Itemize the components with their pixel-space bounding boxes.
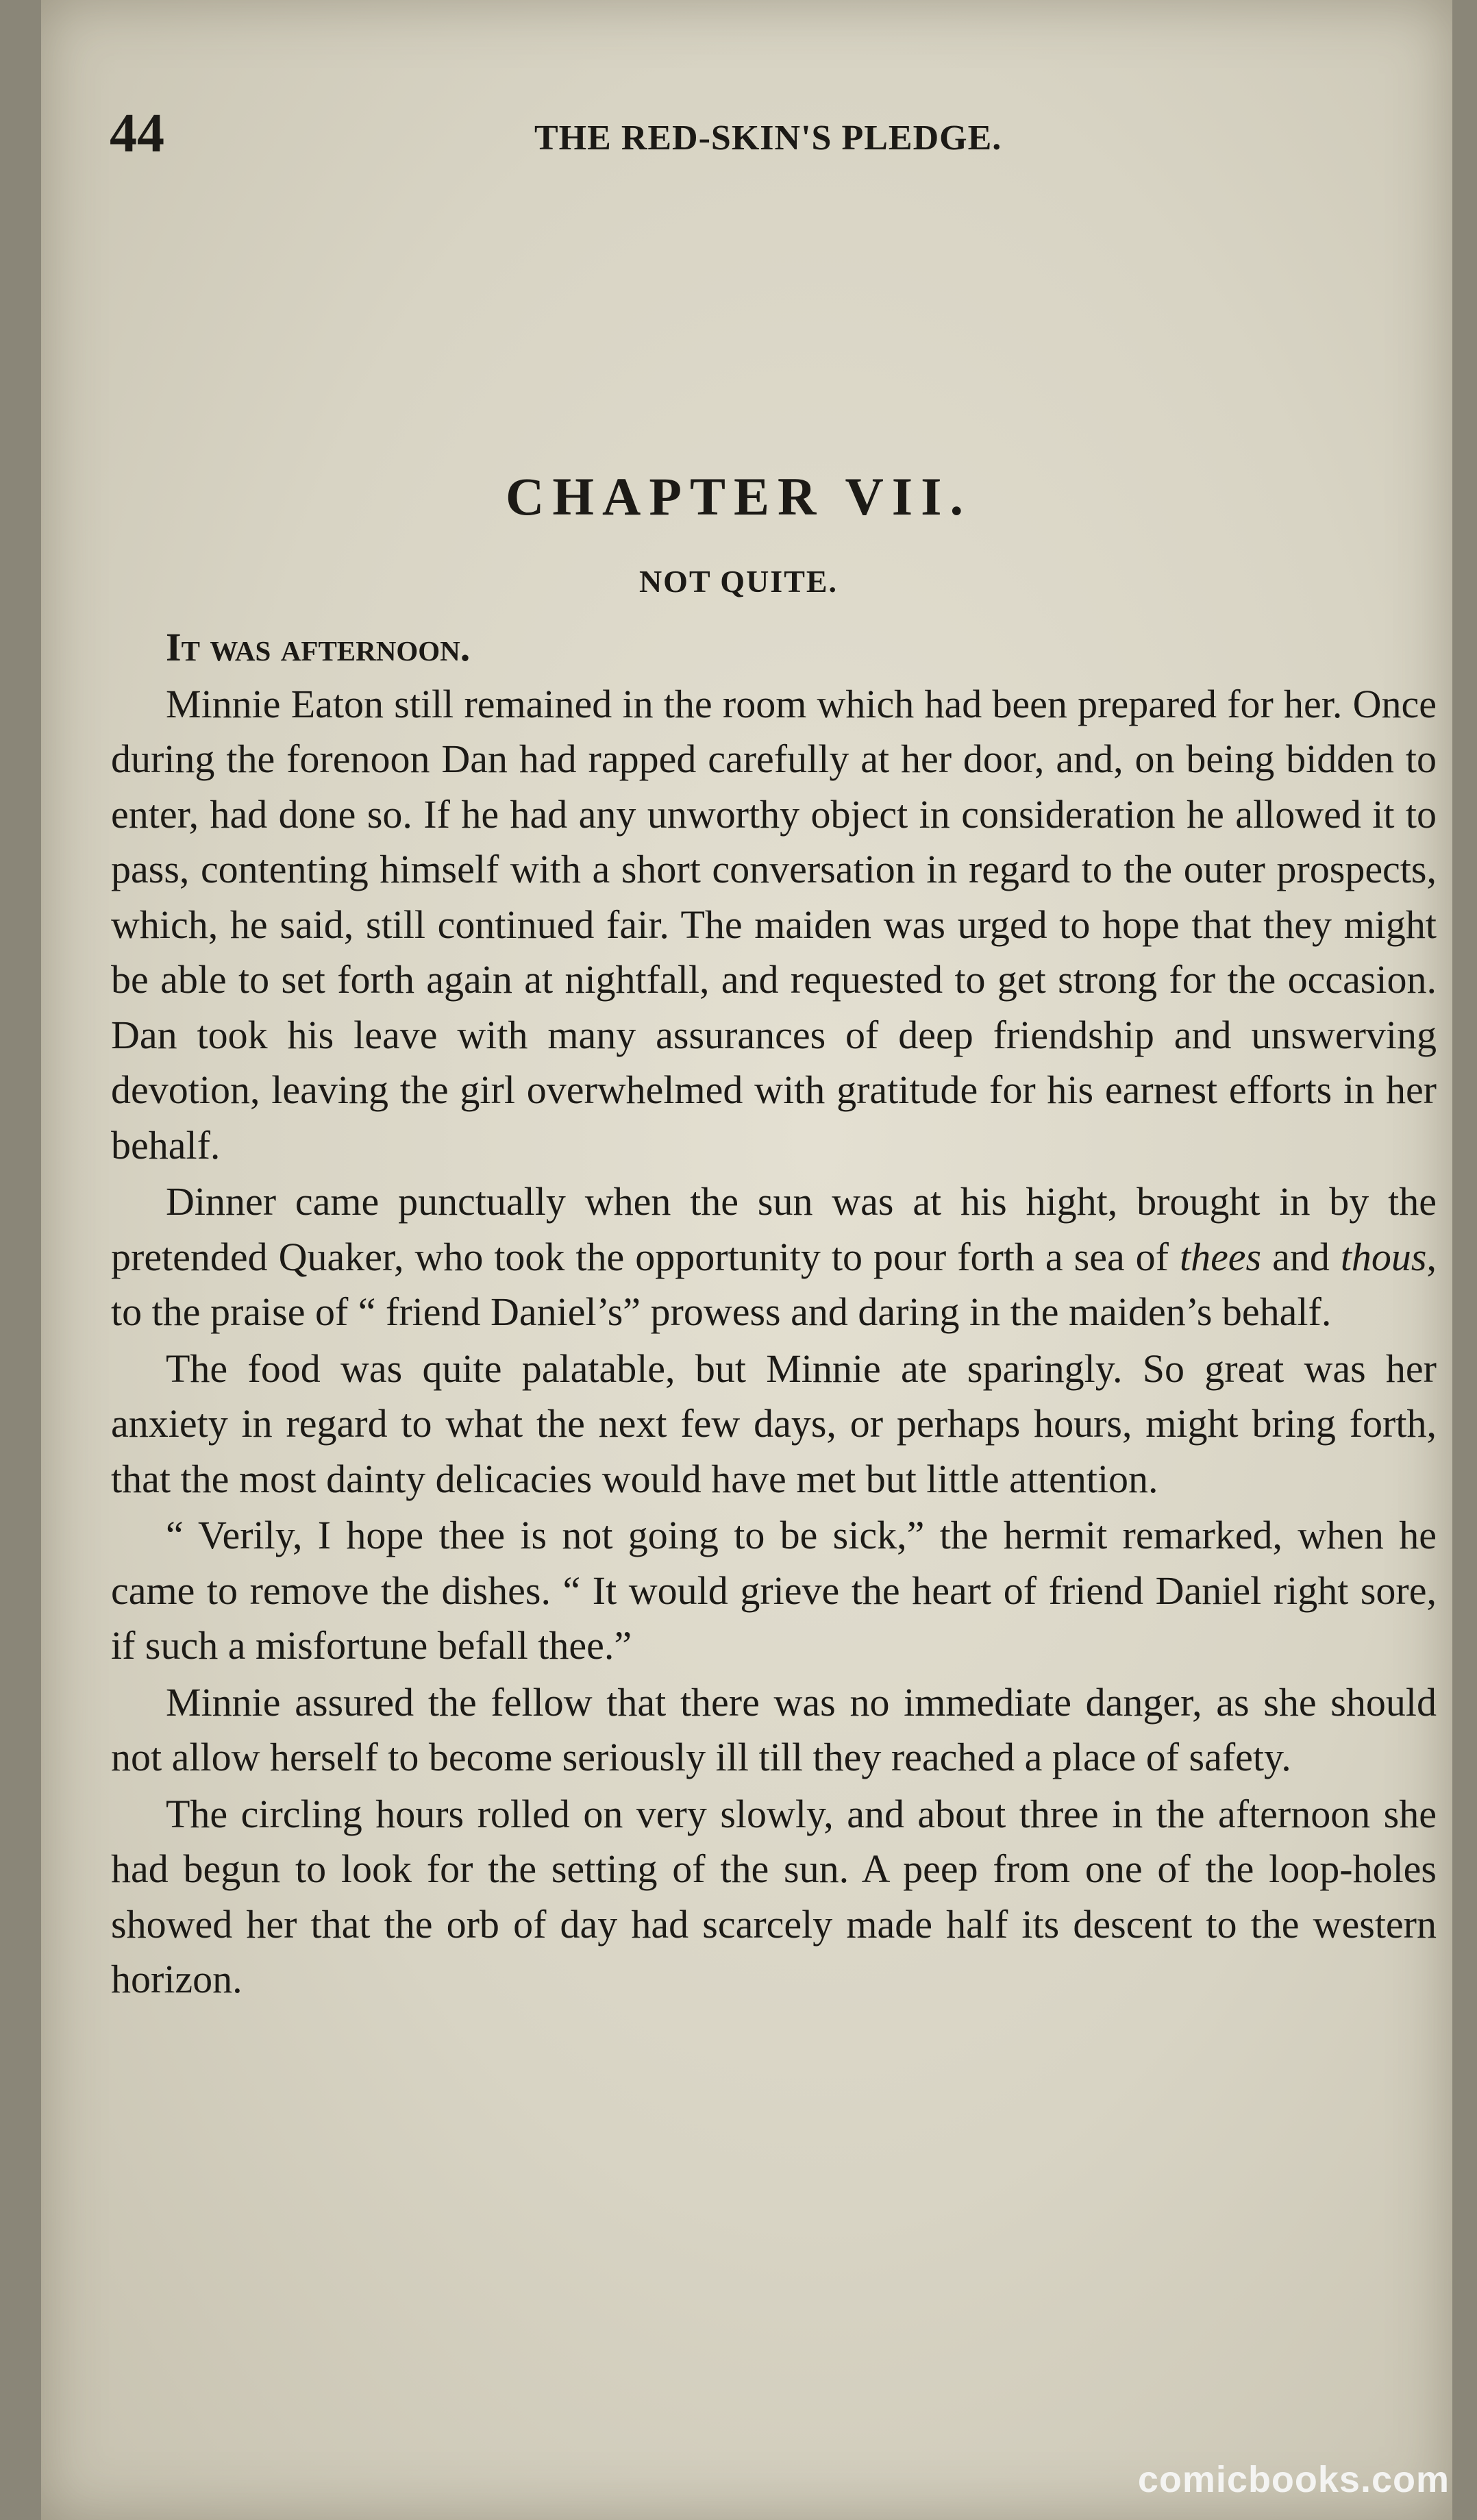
paragraph-3-part-3: , to the praise of “ friend Daniel’s” prowess and daring in the maiden’s behalf. [111,1234,1437,1334]
chapter-heading: CHAPTER VII. [506,467,971,526]
paragraph-6: Minnie assured the fellow that there was no immediate danger, as she should not allow herself to become seriously ill till they reached a place of safety. [111,1679,1437,1779]
paragraph-3 [111,1174,1437,1340]
page-number: 44 [110,103,164,164]
running-head [110,103,1452,171]
paragraph-3-part-1: Dinner came punctually when the sun was at his hight, brought in by the pretended Quaker, who took the opportunity to pour forth a sea of [111,1179,1437,1279]
opening-line: It was afternoon. [166,625,471,669]
italic-thous: thous [1340,1234,1427,1279]
chapter-body [111,620,1437,2008]
running-title: THE RED-SKIN'S PLEDGE. [534,119,1002,158]
site-watermark: comicbooks.com [1137,2459,1450,2500]
paragraph-3-part-2: and [1261,1234,1341,1279]
chapter-subtitle: NOT QUITE. [638,564,839,599]
italic-thees: thees [1179,1234,1262,1279]
bleed-through-shading [110,206,1452,685]
paragraph-1 [111,620,1437,676]
paragraph-5: “ Verily, I hope thee is not going to be sick,” the hermit remarked, when he came to remove the dishes. “ It would grieve the heart of friend Daniel right sore, if such a misfortune befall thee.” [111,1513,1437,1668]
paragraph-7: The circling hours rolled on very slowly, and about three in the afternoon she had begun to look for the setting of the sun. A peep from one of the loop-holes showed her that the orb of day had scarcely made half its descent to the western horizon. [111,1791,1437,2001]
paragraph-2: Minnie Eaton still remained in the room which had been prepared for her. Once during the forenoon Dan had rapped carefully at her door, and, on being bidden to enter, had done so. If he had any unworthy object in consideration he allowed it to pass, contenting himself with a short conversation in regard to the outer prospects, which, he said, still continued fair. The maiden was urged to hope that they might be able to set forth again at nightfall, and requested to get strong for the occasion. Dan took his leave with many assurances of deep friendship and unswerving devotion, leaving the girl overwhelmed with gratitude for his earnest efforts in her behalf. [111,681,1437,1168]
paragraph-4: The food was quite palatable, but Minnie ate sparingly. So great was her anxiety in regard to what the next few days, or perhaps hours, might bring forth, that the most dainty delicacies would have met but little attention. [111,1346,1437,1501]
